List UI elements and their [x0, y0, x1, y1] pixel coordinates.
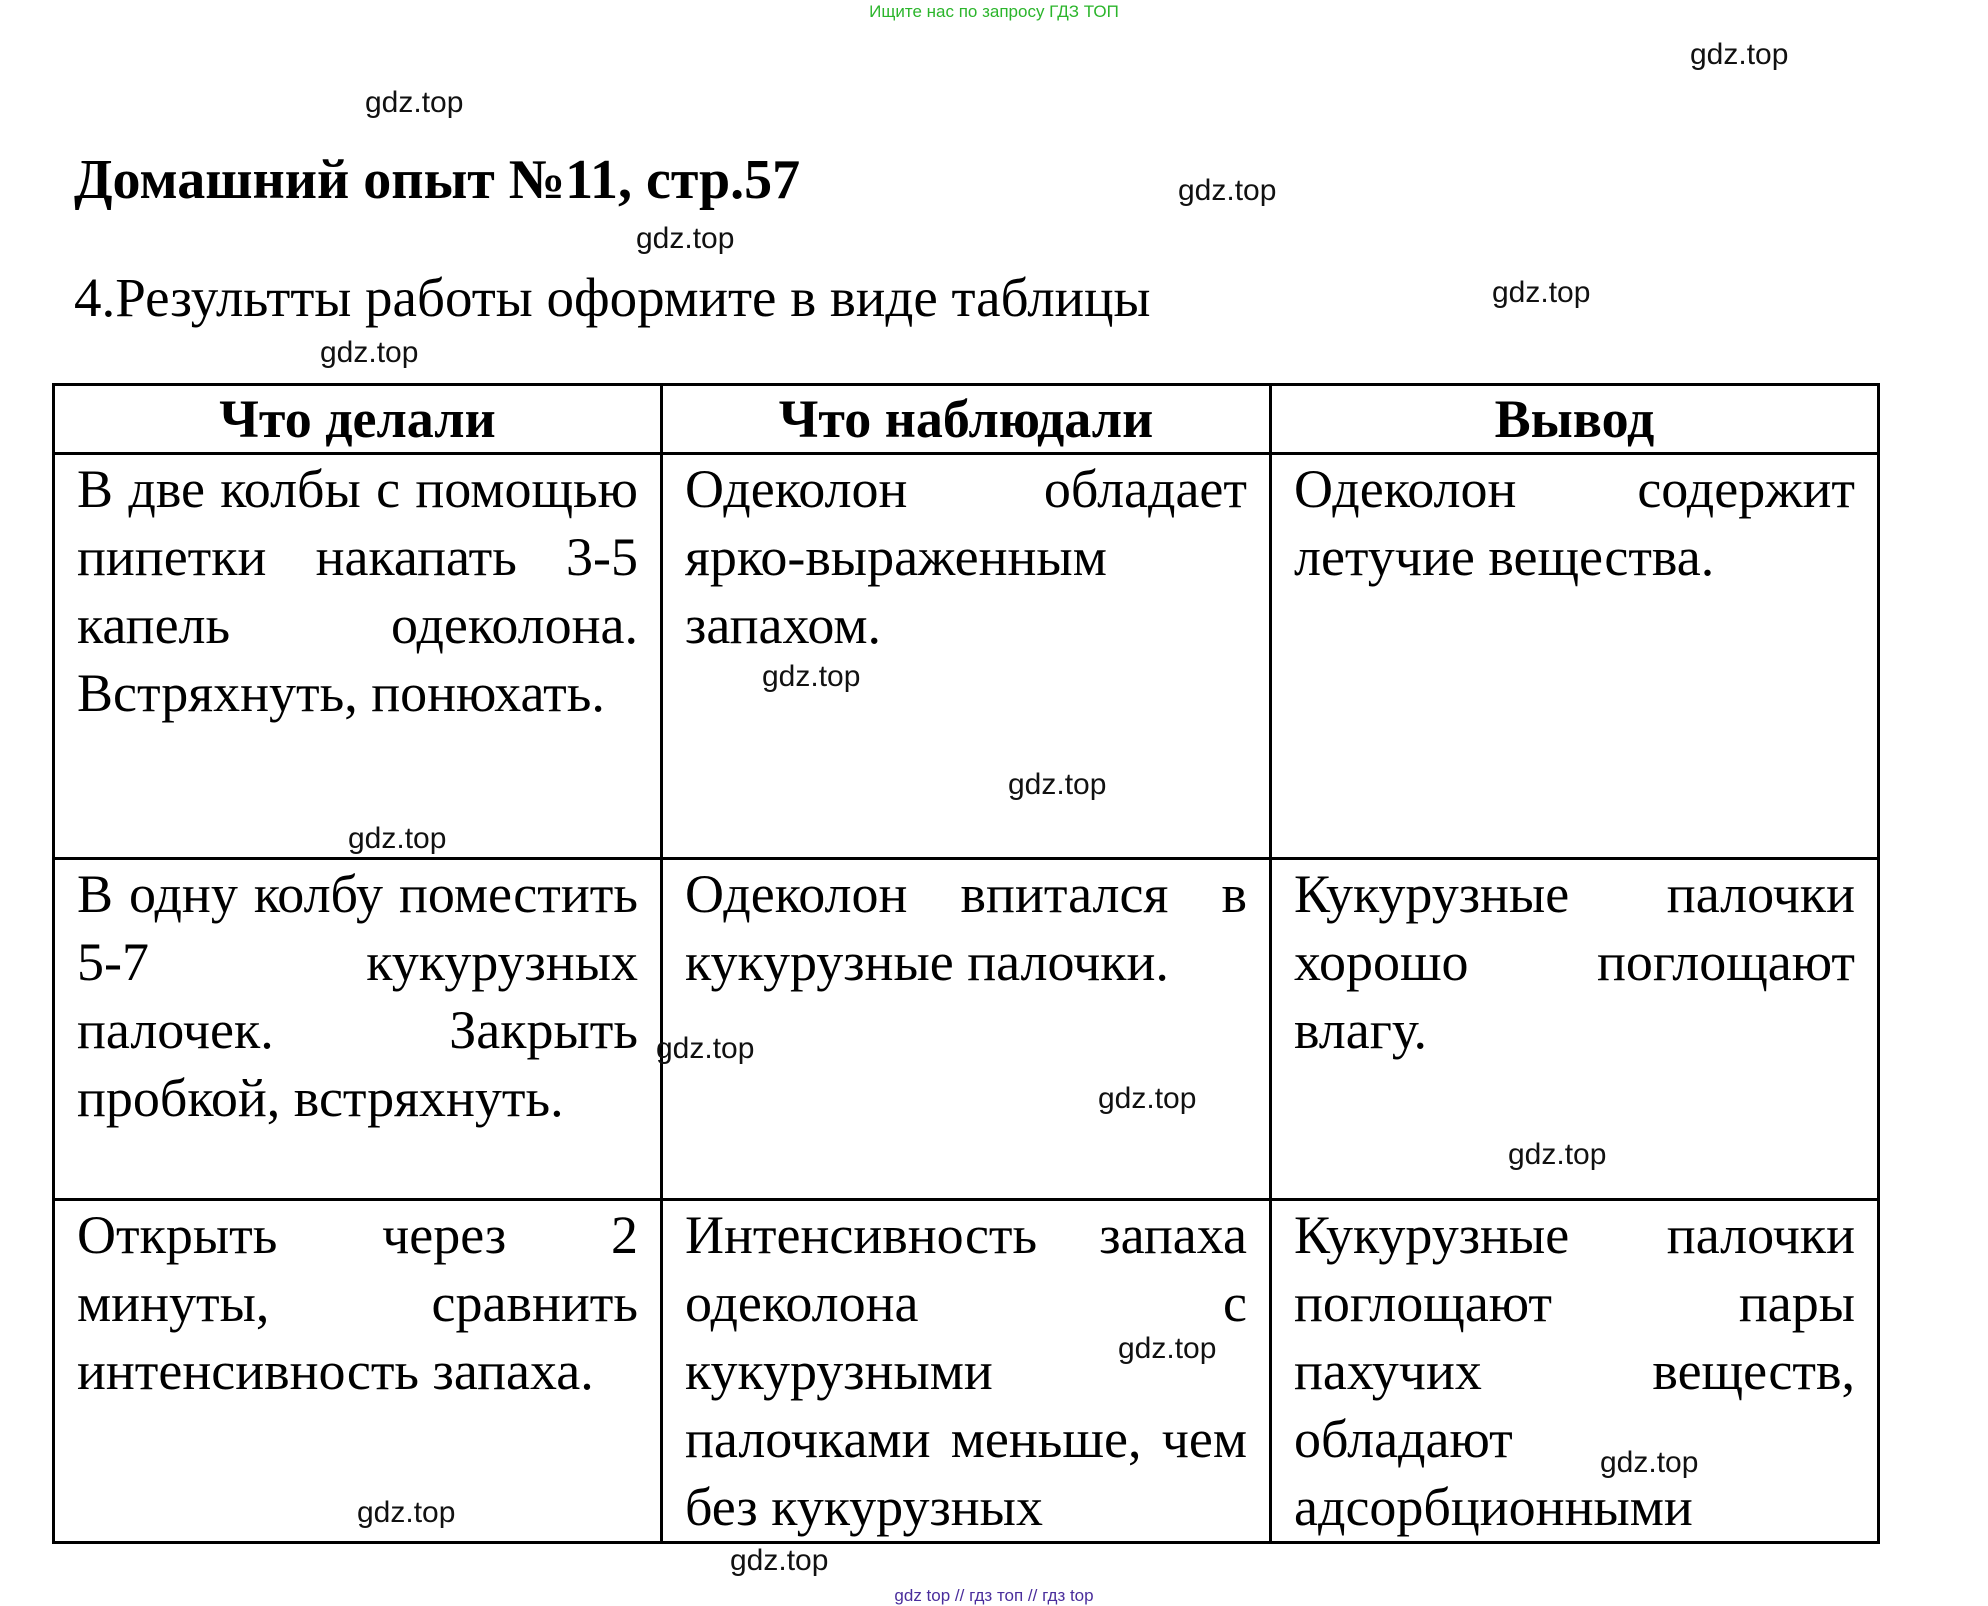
- footer-links[interactable]: gdz top // гдз топ // гдз top: [894, 1586, 1094, 1605]
- watermark: gdz.top: [730, 1544, 829, 1577]
- cell-text: Кукурузные палочки поглощают пары пахучих веществ, обладают адсорбционными: [1294, 1205, 1855, 1537]
- watermark: gdz.top: [365, 86, 464, 119]
- header-what-observed: Что наблюдали: [662, 385, 1271, 454]
- cell-text: Одеколон содержит летучие вещества.: [1294, 459, 1855, 587]
- header-what-done: Что делали: [54, 385, 662, 454]
- cell-text: Кукурузные палочки хорошо поглощают влагу.: [1294, 864, 1855, 1060]
- task-text: 4.Результты работы оформите в виде таблицы: [74, 267, 1151, 328]
- watermark: gdz.top: [656, 1032, 755, 1065]
- watermark: gdz.top: [1098, 1082, 1197, 1115]
- table-cell: [1271, 1200, 1879, 1543]
- table-cell: [1271, 454, 1879, 859]
- cell-text: Одеколон впитался в кукурузные палочки.: [685, 864, 1247, 992]
- watermark: gdz.top: [762, 660, 861, 693]
- cell-text: Открыть через 2 минуты, сравнить интенсивность запаха.: [77, 1205, 638, 1401]
- watermark: gdz.top: [357, 1496, 456, 1529]
- watermark: gdz.top: [1008, 768, 1107, 801]
- table-cell: [662, 859, 1271, 1200]
- table-cell: [54, 859, 662, 1200]
- table-header-row: [54, 385, 1879, 454]
- table-row: [54, 1200, 1879, 1543]
- watermark: gdz.top: [1600, 1446, 1699, 1479]
- cell-text: Интенсивность запаха одеколона с кукурузными палочками меньше, чем без кукурузных: [685, 1205, 1247, 1537]
- watermark: gdz.top: [1118, 1332, 1217, 1365]
- table-cell: [662, 1200, 1271, 1543]
- table-row: [54, 454, 1879, 859]
- watermark: gdz.top: [348, 822, 447, 855]
- watermark: gdz.top: [1178, 174, 1277, 207]
- results-table: [52, 383, 1880, 1544]
- watermark: gdz.top: [320, 336, 419, 369]
- watermark: gdz.top: [636, 222, 735, 255]
- cell-text: Одеколон обладает ярко-выраженным запахом.: [685, 459, 1247, 655]
- watermark: gdz.top: [1508, 1138, 1607, 1171]
- top-banner: Ищите нас по запросу ГДЗ ТОП: [869, 2, 1119, 21]
- watermark: gdz.top: [1492, 276, 1591, 309]
- table-cell: [662, 454, 1271, 859]
- table-cell: [54, 1200, 662, 1543]
- table-cell: [54, 454, 662, 859]
- cell-text: В одну колбу поместить 5-7 кукурузных палочек. Закрыть пробкой, встряхнуть.: [77, 864, 638, 1128]
- watermark: gdz.top: [1690, 38, 1789, 71]
- cell-text: В две колбы с помощью пипетки накапать 3-5 капель одеколона. Встряхнуть, понюхать.: [77, 459, 638, 723]
- page-title: Домашний опыт №11, стр.57: [74, 149, 801, 211]
- header-conclusion: Вывод: [1271, 385, 1879, 454]
